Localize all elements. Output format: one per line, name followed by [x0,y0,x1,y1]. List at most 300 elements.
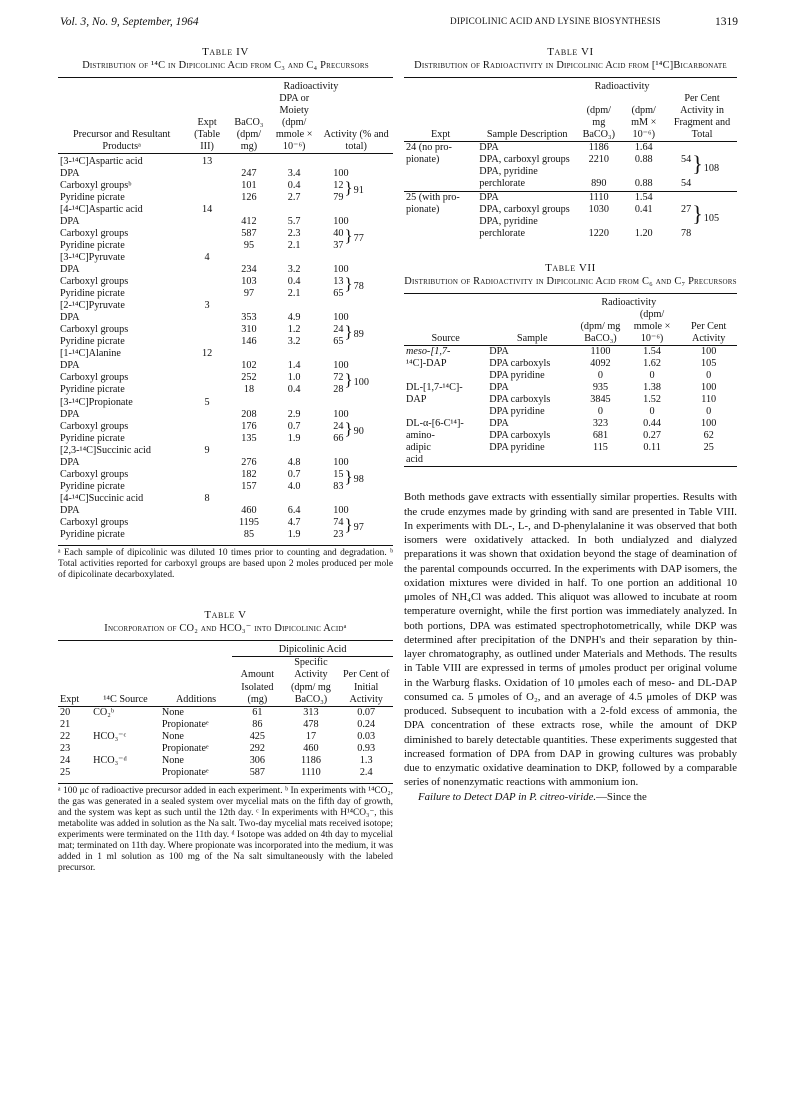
table6-col-expt: Expt [431,129,451,141]
baco3-cell: 95 [243,240,255,252]
expt-cell [185,192,229,204]
expt-cell: 24 [60,754,71,766]
dpa-cell: 4.7 [287,516,301,528]
expt-cell: 25 (with pro- [406,191,460,203]
percent-cell: 1.3 [359,754,373,766]
table-row [58,445,393,457]
table-row [404,370,737,382]
mm-cell: 1.52 [643,394,661,406]
activity-value: 23 [333,528,344,540]
mm-cell: 0.44 [643,418,661,430]
table-row [58,706,393,719]
activity-value: 100 [333,167,349,179]
table6-col-percent: Per Cent Activity in Fragment and Total [673,93,731,141]
table4-col-expt: Expt (Table III) [194,117,220,153]
table6-label: Table VI [547,46,594,58]
dpa-cell [269,348,319,360]
table-row [58,505,393,517]
expt-cell: 22 [60,730,71,742]
percent-cell [667,151,737,177]
dpa-cell: 3.2 [287,336,301,348]
table7-title: Distribution of Radioactivity in Dipicolinic Acid from C₆ and C₇ Precursors [404,275,737,287]
table-row [58,336,393,348]
precursor-cell: Pyridine picrate [60,480,125,492]
precursor-cell: [4-¹⁴C]Aspartic acid [60,204,143,216]
sample-cell: DPA [489,382,509,394]
precursor-cell: Pyridine picrate [60,191,125,203]
table6-col-baco3: (dpm/ mg BaCO₃) [582,105,615,141]
activity-value: 100 [333,408,349,420]
baco3-cell: 85 [243,528,255,540]
precursor-cell: DPA [60,312,80,324]
activity-cell [319,445,393,457]
activity-cell [319,505,393,517]
table-row [58,252,393,264]
precursor-cell: Pyridine picrate [60,528,125,540]
dpa-cell: 1.9 [287,528,301,540]
percent-cell: 0 [706,370,712,382]
sample-cell: DPA carboxyls [489,358,551,370]
precursor-cell: Carboxyl groups [60,420,129,432]
baco3-cell [229,204,269,216]
dpa-cell [269,252,319,264]
mm-cell: 1.38 [643,382,661,394]
table-row [404,358,737,370]
percent-cell: 100 [701,346,717,357]
brace-glyph: } [344,226,353,246]
sample-cell: DPA [489,418,509,430]
expt-cell [185,409,229,421]
percent-cell: 2.4 [359,766,373,778]
table6 [404,77,737,239]
table-row [58,180,393,192]
expt-cell [185,264,229,276]
table-row [58,743,393,755]
sample-cell: DPA, pyridine perchlorate [479,166,538,190]
dpa-cell: 1.9 [287,432,301,444]
mm-cell: 1.20 [634,227,653,239]
table4 [58,77,393,541]
dpa-cell: 0.7 [287,468,301,480]
expt-cell [185,336,229,348]
baco3-cell: 3845 [590,394,611,406]
expt-cell [185,457,229,469]
expt-cell [185,372,229,384]
baco3-cell [229,397,269,409]
expt-cell [185,180,229,192]
dpa-cell: 0.7 [287,420,301,432]
percent-cell: 0.93 [357,742,376,754]
baco3-cell: 1195 [238,516,259,528]
baco3-cell: 1220 [588,227,609,239]
activity-cell [319,397,393,409]
baco3-cell: 1100 [590,346,611,357]
expt-cell [185,168,229,180]
total-value: 78 [353,281,364,293]
baco3-cell: 935 [592,382,609,394]
table-row [58,216,393,228]
dpa-cell [269,300,319,312]
table5-col-source: ¹⁴C Source [103,693,148,705]
sample-cell: DPA, pyridine perchlorate [479,215,538,239]
table-row [404,418,737,430]
total-value: 77 [353,233,364,245]
amount-cell: 292 [249,742,265,754]
table-row [404,442,737,454]
table7-label: Table VII [545,261,596,274]
brace-glyph: } [344,466,353,486]
source-cell: DL-α-[6-C¹⁴]- [406,418,464,430]
activity-value: 28 [333,384,344,396]
table4-group-header: Radioactivity [283,81,339,93]
table-row [58,372,393,384]
expt-cell [404,166,477,191]
dpa-cell: 2.1 [287,240,301,252]
total-value: 98 [353,473,364,485]
brace-glyph: } [344,322,353,342]
mm-cell: 0 [649,370,655,382]
baco3-cell: 135 [241,432,257,444]
activity-cell [319,493,393,505]
amount-cell: 306 [249,754,265,766]
table7 [404,293,737,466]
activity-cell [319,252,393,264]
activity-cell [319,409,393,421]
expt-cell [185,433,229,445]
baco3-cell: 1110 [588,191,609,203]
percent-value: 54 [681,178,692,190]
total-value: 89 [353,329,364,341]
baco3-cell: 353 [241,312,257,324]
expt-cell [185,481,229,493]
table5-title: Incorporation of CO₂ and HCO₃⁻ into Dipicolinic Acidᵃ [104,623,347,635]
expt-cell [185,324,229,336]
precursor-cell: [3-¹⁴C]Aspartic acid [60,155,143,167]
dpa-cell: 4.8 [287,456,301,468]
expt-cell: 23 [60,742,71,754]
activity-value: 66 [333,432,344,444]
precursor-cell: DPA [60,167,80,179]
sample-cell: DPA carboxyls [489,394,551,406]
expt-cell [185,505,229,517]
percent-cell: 100 [701,418,717,430]
additions-cell: None [161,730,184,742]
precursor-cell: [4-¹⁴C]Succinic acid [60,492,144,504]
table5-col-amount: Amount Isolated (mg) [240,669,275,705]
sample-cell: DPA pyridine [489,370,545,382]
source-cell: meso-[1,7- [406,346,451,357]
mm-cell: 0.88 [634,154,653,166]
baco3-cell: 276 [241,456,257,468]
table-row [58,409,393,421]
activity-value: 24 [333,324,344,336]
table-row [404,166,737,191]
dpa-cell [269,397,319,409]
baco3-cell [229,300,269,312]
additions-cell: Propionateᵉ [161,718,209,730]
table-row [404,430,737,442]
sample-cell: DPA, carboxyl groups [479,203,570,215]
table-row [404,394,737,406]
table-row [58,324,393,336]
mm-cell: 1.64 [634,142,653,154]
activity-cell [319,216,393,228]
expt-cell [185,384,229,396]
precursor-cell: [3-¹⁴C]Pyruvate [60,252,125,264]
table5 [58,640,393,778]
activity-value: 65 [333,336,344,348]
table7-group-header: Radioactivity [601,296,657,308]
mm-cell [624,454,681,466]
source-cell [91,767,160,779]
precursor-cell: Pyridine picrate [60,432,125,444]
baco3-cell: 103 [241,276,257,288]
additions-cell: Propionateᵉ [161,742,209,754]
table7-col-percent: Per Cent Activity [691,320,727,344]
precursor-cell: DPA [60,216,80,228]
dpa-cell [269,493,319,505]
baco3-cell: 310 [241,324,257,336]
table-row [58,192,393,204]
table7-col-mm: (dpm/ mmole × 10⁻⁶) [633,308,671,344]
table4-title: Distribution of ¹⁴C in Dipicolinic Acid from C₃ and C₄ Precursors [82,59,369,71]
table5-col-additions: Additions [175,693,217,705]
activity-value: 79 [333,191,344,203]
amount-cell: 61 [252,706,263,718]
activity-cell [319,300,393,312]
baco3-cell: 101 [241,179,257,191]
table5-col-specific: Specific Activity (dpm/ mg BaCO₃) [290,657,331,705]
table-row [404,204,737,216]
source-cell: acid [406,454,423,466]
specific-cell: 17 [305,730,317,742]
right-column [404,40,737,804]
expt-cell: pionate) [406,154,440,166]
source-cell: HCO₃⁻ᵈ [93,754,127,766]
expt-cell: 14 [201,204,213,216]
amount-cell: 587 [249,766,265,778]
precursor-cell: Pyridine picrate [60,240,125,252]
specific-cell: 460 [303,742,319,754]
mm-cell: 0.11 [643,442,661,454]
dpa-cell: 2.9 [287,408,301,420]
activity-value: 72 [333,372,344,384]
dpa-cell: 0.4 [287,276,301,288]
dpa-cell [269,445,319,457]
expt-cell: 24 (no pro- [406,142,452,154]
baco3-cell: 182 [241,468,257,480]
total-value: 90 [353,425,364,437]
mm-cell: 0.88 [634,178,653,190]
baco3-cell: 0 [597,370,603,382]
left-column [58,40,393,875]
source-cell [404,406,487,418]
expt-cell: 8 [204,492,210,504]
source-cell: adipic [406,442,431,454]
baco3-cell: 234 [241,264,257,276]
dpa-cell: 6.4 [287,504,301,516]
precursor-cell: DPA [60,264,80,276]
precursor-cell: [2-¹⁴C]Pyruvate [60,300,125,312]
table-row [58,433,393,445]
total-value: 105 [703,212,720,224]
baco3-cell: 0 [597,406,603,418]
source-cell: HCO₃⁻ᶜ [93,730,127,742]
expt-cell: 12 [201,348,213,360]
table-row [58,204,393,216]
baco3-cell: 115 [593,442,608,454]
percent-cell [667,200,737,226]
table-row [58,493,393,505]
mm-cell: 0.27 [643,430,661,442]
table-row [404,406,737,418]
specific-cell: 1186 [300,754,321,766]
specific-cell: 478 [303,718,319,730]
sample-cell: DPA carboxyls [489,430,551,442]
activity-value: 65 [333,288,344,300]
percent-cell: 105 [701,358,717,370]
sample-cell: DPA, carboxyl groups [479,154,570,166]
activity-cell [319,168,393,180]
table-row [404,346,737,359]
table-row [404,216,737,240]
sample-cell: DPA [479,191,499,203]
expt-cell [185,517,229,529]
specific-cell: 1110 [301,766,321,778]
dpa-cell [269,204,319,216]
activity-value: 24 [333,420,344,432]
expt-cell [404,216,477,240]
activity-cell [319,312,393,324]
table6-col-mm: (dpm/ mM × 10⁻⁶) [631,105,657,141]
brace-glyph: } [344,177,353,197]
mm-cell: 0 [649,406,655,418]
section-text: —Since the [596,790,647,803]
table-row [58,348,393,360]
table-row [404,154,737,166]
baco3-cell: 890 [591,178,607,190]
baco3-cell: 252 [241,372,257,384]
activity-cell [319,348,393,360]
table-row [58,384,393,396]
expt-cell [185,240,229,252]
dpa-cell: 2.1 [287,288,301,300]
table-row [58,517,393,529]
baco3-cell: 247 [241,167,257,179]
baco3-cell: 323 [592,418,609,430]
sample-cell: DPA [479,142,499,154]
baco3-cell: 1186 [588,142,609,154]
table-row [58,529,393,541]
table7-body [404,346,737,467]
baco3-cell: 208 [241,408,257,420]
table-row [58,360,393,372]
brace-glyph: } [692,151,703,177]
activity-value: 100 [333,216,349,228]
brace-glyph: } [692,200,703,226]
baco3-cell [229,252,269,264]
dpa-cell: 0.4 [287,179,301,191]
dpa-cell: 1.2 [287,324,301,336]
precursor-cell: Carboxyl groups [60,228,129,240]
source-cell [91,743,160,755]
section-heading: Failure to Detect DAP in P. citreo-viride. [418,790,597,803]
baco3-cell [229,493,269,505]
table7-col-sample: Sample [516,332,548,344]
baco3-cell [577,454,624,466]
dpa-cell: 2.3 [287,228,301,240]
expt-cell: 3 [204,300,210,312]
activity-cell [319,204,393,216]
total-value: 91 [353,184,364,196]
baco3-cell [229,445,269,457]
percent-value: 54 [681,154,692,166]
baco3-cell: 587 [241,228,257,240]
table-row [58,421,393,433]
percent-cell: 0 [706,406,712,418]
source-cell: DAP [406,394,427,406]
baco3-cell [229,348,269,360]
journal-header: Vol. 3, No. 9, September, 1964 [60,16,199,28]
dpa-cell: 0.4 [287,384,301,396]
source-cell: CO₂ᵇ [93,706,114,718]
dpa-cell: 1.4 [287,360,301,372]
brace-glyph: } [344,370,353,390]
mm-cell: 1.54 [634,191,653,203]
table-row [58,300,393,312]
mm-cell: 1.54 [643,346,661,357]
precursor-cell: DPA [60,408,80,420]
activity-value: 100 [333,504,349,516]
baco3-cell: 1030 [588,203,609,215]
activity-value: 12 [333,179,344,191]
expt-cell [185,216,229,228]
mm-cell: 1.62 [643,358,661,370]
activity-value: 40 [333,228,344,240]
baco3-cell: 102 [241,360,257,372]
dpa-cell: 3.2 [287,264,301,276]
table-row [58,264,393,276]
table6-col-sample: Sample Description [486,129,568,141]
sample-cell: DPA pyridine [489,406,545,418]
dpa-cell: 4.0 [287,480,301,492]
activity-cell [319,154,393,168]
percent-cell [680,454,737,466]
dpa-cell: 3.4 [287,167,301,179]
activity-value: 37 [333,240,344,252]
baco3-cell [229,154,269,168]
activity-value: 74 [333,516,344,528]
activity-value: 15 [333,468,344,480]
baco3-cell: 126 [241,191,257,203]
total-value: 100 [353,377,369,389]
table-row [58,312,393,324]
total-value: 108 [703,163,720,175]
source-cell: amino- [406,430,435,442]
table-row [404,142,737,155]
dpa-cell: 1.0 [287,372,301,384]
activity-cell [319,360,393,372]
table-row [58,457,393,469]
precursor-cell: Pyridine picrate [60,384,125,396]
specific-cell: 313 [303,706,319,718]
expt-cell: 13 [201,155,213,167]
baco3-cell: 176 [241,420,257,432]
expt-cell: 9 [204,444,210,456]
additions-cell: None [161,754,184,766]
precursor-cell: [3-¹⁴C]Propionate [60,396,133,408]
table-row [58,276,393,288]
